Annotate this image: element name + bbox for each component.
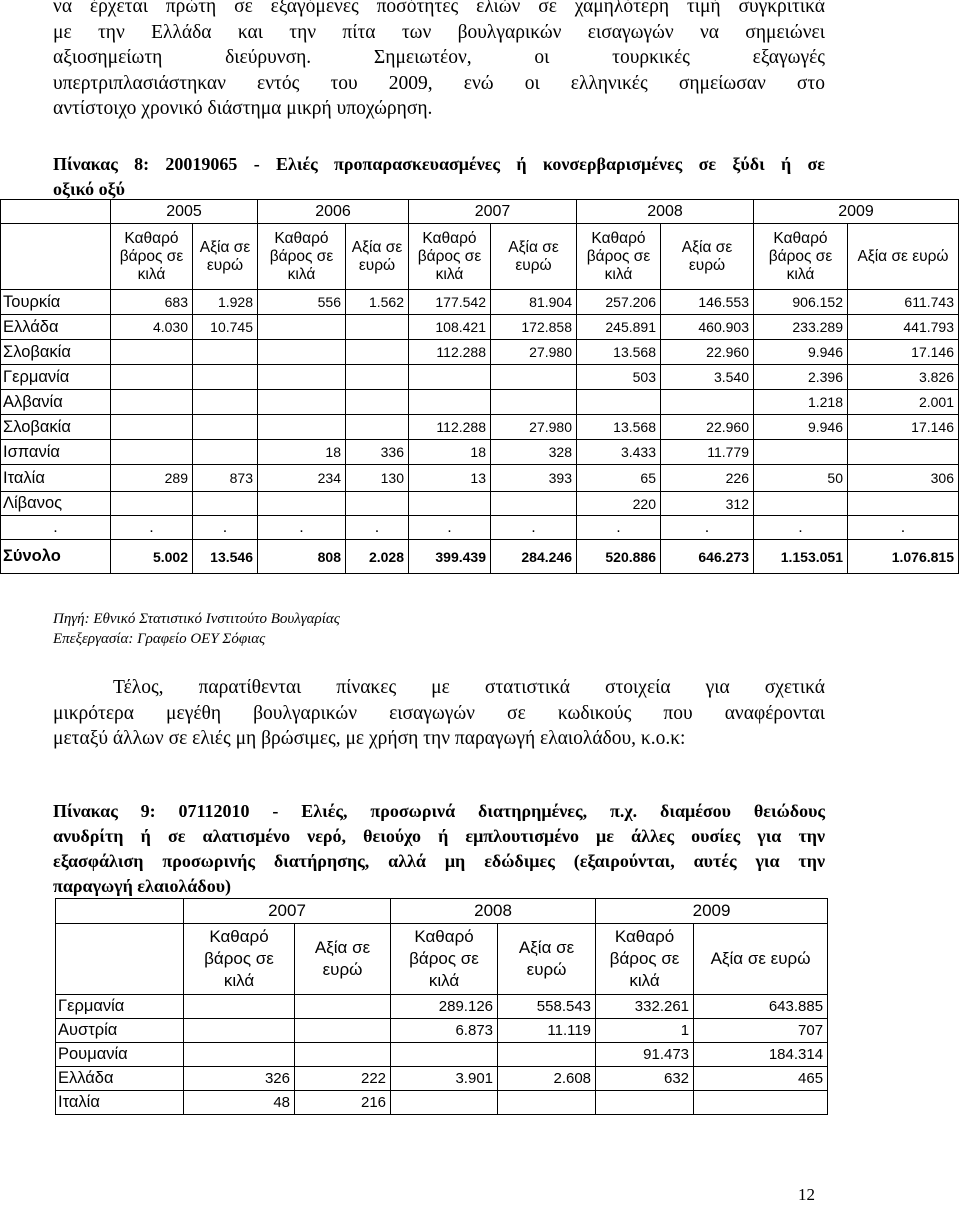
table8-cell: 172.858	[491, 315, 577, 340]
table8-cell	[346, 365, 409, 390]
table9-corner	[56, 899, 184, 924]
table8-cell	[346, 492, 409, 516]
table8-cell	[258, 340, 346, 365]
table9-cell: 1	[596, 1019, 694, 1043]
table8-cell	[111, 390, 193, 415]
table8-subheader: Καθαρό βάρος σε κιλά	[409, 224, 491, 290]
table8-cell: 22.960	[661, 340, 754, 365]
table9-label: Ελλάδα	[56, 1067, 184, 1091]
table8-row	[1, 492, 959, 516]
table8-cell: 4.030	[111, 315, 193, 340]
table8-year: 2006	[258, 200, 409, 224]
table8-row	[1, 315, 959, 340]
table9-cell	[184, 995, 295, 1019]
table8-label: Λίβανος	[1, 492, 111, 516]
table8-cell	[661, 390, 754, 415]
table9-cell	[596, 1091, 694, 1115]
table8-cell: 1.218	[754, 390, 848, 415]
table9-subheader: Αξία σε ευρώ	[694, 924, 828, 995]
table9-caption-line: ανυδρίτη ή σε αλατισμένο νερό, θειούχο ή εμπλουτισμένο με άλλες ουσίες για την	[53, 826, 825, 846]
table9-caption-line: Πίνακας 9: 07112010 - Ελιές, προσωρινά διατηρημένες, π.χ. διαμέσου θειώδους	[53, 801, 825, 821]
table8	[0, 199, 959, 574]
table8-cell	[193, 492, 258, 516]
table9-cell: 2.608	[498, 1067, 596, 1091]
table8-cell	[111, 415, 193, 440]
table8-row	[1, 465, 959, 492]
table9-cell: 643.885	[694, 995, 828, 1019]
table9-subheader: Αξία σε ευρώ	[295, 924, 391, 995]
table9-cell	[391, 1091, 498, 1115]
table9-cell: 707	[694, 1019, 828, 1043]
table9-subheader-row	[56, 924, 828, 995]
table9-year-row	[56, 899, 828, 924]
table8-cell: 112.288	[409, 415, 491, 440]
table8-subheader: Αξία σε ευρώ	[346, 224, 409, 290]
table8-cell	[258, 415, 346, 440]
table8-cell: 50	[754, 465, 848, 492]
table9-label: Ρουμανία	[56, 1043, 184, 1067]
table8-year: 2007	[409, 200, 577, 224]
table9-corner	[56, 924, 184, 995]
table8-label: Ιταλία	[1, 465, 111, 492]
table9-cell	[184, 1043, 295, 1067]
table9-subheader: Καθαρό βάρος σε κιλά	[596, 924, 694, 995]
table8-total-row	[1, 540, 959, 574]
source-line: Επεξεργασία: Γραφείο ΟΕΥ Σόφιας	[53, 631, 266, 647]
table8-cell: 18	[258, 440, 346, 465]
intro-paragraph	[53, 0, 825, 122]
table8-cell: 289	[111, 465, 193, 492]
table8-cell	[491, 492, 577, 516]
table8-caption	[53, 152, 825, 202]
table8-total-cell: 1.153.051	[754, 540, 848, 574]
intro-line: υπερτριπλασιάστηκαν εντός του 2009, ενώ οι ελληνικές σημείωσαν στο	[53, 72, 825, 94]
middle-line: μεταξύ άλλων σε ελιές μη βρώσιμες, με χρήση την παραγωγή ελαιολάδου, κ.ο.κ:	[53, 728, 686, 749]
middle-line: Τέλος, παρατίθενται πίνακες με στατιστικά στοιχεία για σχετικά	[113, 677, 825, 698]
table8-cell: 503	[577, 365, 661, 390]
table8-cell: 130	[346, 465, 409, 492]
table8-label: Αλβανία	[1, 390, 111, 415]
table9-cell	[295, 1043, 391, 1067]
table8-cell: 22.960	[661, 415, 754, 440]
table8-total-cell: 2.028	[346, 540, 409, 574]
table8-cell: 556	[258, 290, 346, 315]
table8-cell	[346, 390, 409, 415]
table9-year: 2007	[184, 899, 391, 924]
table8-label: Σλοβακία	[1, 340, 111, 365]
table8-cell: 328	[491, 440, 577, 465]
table9-caption-line: εξασφάλιση προσωρινής διατήρησης, αλλά μη εδώδιμες (εξαιρούνται, αυτές για την	[53, 851, 825, 871]
table8-cell	[193, 365, 258, 390]
table9-cell	[295, 995, 391, 1019]
table8-cell	[346, 315, 409, 340]
table8-cell	[848, 492, 959, 516]
table8-cell	[754, 440, 848, 465]
table8-cell	[258, 315, 346, 340]
table8-cell: 2.001	[848, 390, 959, 415]
table8-cell	[111, 440, 193, 465]
table8-cell: 257.206	[577, 290, 661, 315]
table9-row	[56, 1091, 828, 1115]
table8-cell: 3.433	[577, 440, 661, 465]
table9-cell: 222	[295, 1067, 391, 1091]
intro-line: αξιοσημείωτη διεύρυνση. Σημειωτέον, οι τουρκικές εξαγωγές	[53, 47, 825, 68]
table9-cell	[295, 1019, 391, 1043]
table8-cell: 9.946	[754, 340, 848, 365]
table8-year-row	[1, 200, 959, 224]
table9-cell	[184, 1019, 295, 1043]
table8-cell: 18	[409, 440, 491, 465]
middle-paragraph	[53, 675, 825, 752]
table8-cell: 233.289	[754, 315, 848, 340]
source-line: Πηγή: Εθνικό Στατιστικό Ινστιτούτο Βουλγαρίας	[53, 611, 340, 627]
table8-cell: 312	[661, 492, 754, 516]
table8-caption-line: οξικό οξύ	[53, 179, 125, 199]
table8-subheader: Αξία σε ευρώ	[193, 224, 258, 290]
table8-cell	[111, 340, 193, 365]
table8-cell	[193, 440, 258, 465]
table8-cell: 220	[577, 492, 661, 516]
table8-cell: 873	[193, 465, 258, 492]
table9-cell: 465	[694, 1067, 828, 1091]
table8-year: 2005	[111, 200, 258, 224]
table8-caption-line: Πίνακας 8: 20019065 - Ελιές προπαρασκευασμένες ή κονσερβαρισμένες σε ξύδι ή σε	[53, 154, 825, 174]
table8-cell: 2.396	[754, 365, 848, 390]
table8-cell	[346, 415, 409, 440]
table8-cell	[409, 390, 491, 415]
table8-cell: 27.980	[491, 415, 577, 440]
table8-cell: .	[193, 516, 258, 540]
table8-cell: 65	[577, 465, 661, 492]
table9-cell: 48	[184, 1091, 295, 1115]
table8-cell: .	[754, 516, 848, 540]
table8-total-cell: 646.273	[661, 540, 754, 574]
table8-cell: 9.946	[754, 415, 848, 440]
table8-label: .	[1, 516, 111, 540]
table9-subheader: Καθαρό βάρος σε κιλά	[184, 924, 295, 995]
table9-cell: 632	[596, 1067, 694, 1091]
table8-total-cell: 5.002	[111, 540, 193, 574]
table8-cell: 336	[346, 440, 409, 465]
intro-line: αντίστοιχο χρονικό διάστημα μικρή υποχώρηση.	[53, 98, 433, 119]
table8-year: 2008	[577, 200, 754, 224]
table8-cell	[193, 390, 258, 415]
table8-cell	[258, 390, 346, 415]
table8-cell: .	[577, 516, 661, 540]
table9-subheader: Αξία σε ευρώ	[498, 924, 596, 995]
table8-cell	[193, 340, 258, 365]
table9-cell: 91.473	[596, 1043, 694, 1067]
table8-row	[1, 365, 959, 390]
table8-cell	[754, 492, 848, 516]
table8-label: Σλοβακία	[1, 415, 111, 440]
intro-line: με την Ελλάδα και την πίτα των βουλγαρικών εισαγωγών να σημειώνει	[53, 21, 825, 43]
table8-cell	[577, 390, 661, 415]
table8-cell: 3.540	[661, 365, 754, 390]
table8-cell: 177.542	[409, 290, 491, 315]
table8-cell	[258, 365, 346, 390]
page-number: 12	[798, 1185, 815, 1204]
table9-row	[56, 1043, 828, 1067]
table9-cell: 184.314	[694, 1043, 828, 1067]
table8-cell: .	[409, 516, 491, 540]
table8-cell	[409, 365, 491, 390]
table9-label: Αυστρία	[56, 1019, 184, 1043]
table9-cell: 558.543	[498, 995, 596, 1019]
table8-cell: 27.980	[491, 340, 577, 365]
table8-cell	[258, 492, 346, 516]
table8-cell: 234	[258, 465, 346, 492]
table8-cell: 112.288	[409, 340, 491, 365]
table8-cell	[491, 365, 577, 390]
table9-cell: 3.901	[391, 1067, 498, 1091]
table8-corner	[1, 224, 111, 290]
table9-year: 2008	[391, 899, 596, 924]
table8-subheader: Καθαρό βάρος σε κιλά	[258, 224, 346, 290]
table8-subheader: Αξία σε ευρώ	[491, 224, 577, 290]
table9-subheader: Καθαρό βάρος σε κιλά	[391, 924, 498, 995]
table8-row	[1, 390, 959, 415]
table8-cell	[111, 365, 193, 390]
table8-cell: 683	[111, 290, 193, 315]
table8-label: Ελλάδα	[1, 315, 111, 340]
table8-cell: 245.891	[577, 315, 661, 340]
table8-source	[53, 609, 340, 649]
table8-cell: 17.146	[848, 415, 959, 440]
table9-cell: 11.119	[498, 1019, 596, 1043]
table8-cell: 108.421	[409, 315, 491, 340]
table8-row	[1, 290, 959, 315]
table9-caption	[53, 799, 825, 899]
table9-cell: 289.126	[391, 995, 498, 1019]
table8-cell: .	[661, 516, 754, 540]
table9-cell: 216	[295, 1091, 391, 1115]
table8-total-cell: 520.886	[577, 540, 661, 574]
table9-cell: 326	[184, 1067, 295, 1091]
table8-subheader: Καθαρό βάρος σε κιλά	[577, 224, 661, 290]
table9-cell	[694, 1091, 828, 1115]
table9-cell	[498, 1043, 596, 1067]
table8-row	[1, 440, 959, 465]
table8-cell: 13	[409, 465, 491, 492]
table8-cell	[111, 492, 193, 516]
table8-subheader: Καθαρό βάρος σε κιλά	[111, 224, 193, 290]
table8-total-cell: 808	[258, 540, 346, 574]
table9-year: 2009	[596, 899, 828, 924]
table9-row	[56, 1019, 828, 1043]
table8-cell: 81.904	[491, 290, 577, 315]
table9-label: Ιταλία	[56, 1091, 184, 1115]
table8-cell: .	[491, 516, 577, 540]
table8-total-cell: 13.546	[193, 540, 258, 574]
table9-row	[56, 995, 828, 1019]
table8-cell: 906.152	[754, 290, 848, 315]
table8-cell: 146.553	[661, 290, 754, 315]
table8-total-cell: 1.076.815	[848, 540, 959, 574]
table8-cell: .	[346, 516, 409, 540]
table8-cell: 441.793	[848, 315, 959, 340]
table8-row	[1, 340, 959, 365]
table8-label: Γερμανία	[1, 365, 111, 390]
middle-line: μικρότερα μεγέθη βουλγαρικών εισαγωγών σε κωδικούς που αναφέρονται	[53, 702, 825, 724]
table8-cell: 13.568	[577, 340, 661, 365]
table8-cell: 1.562	[346, 290, 409, 315]
table8-subheader: Αξία σε ευρώ	[848, 224, 959, 290]
table8-label: Ισπανία	[1, 440, 111, 465]
table8-subheader: Καθαρό βάρος σε κιλά	[754, 224, 848, 290]
table8-cell: 226	[661, 465, 754, 492]
table8-cell	[848, 440, 959, 465]
table9-caption-line: παραγωγή ελαιολάδου)	[53, 876, 232, 896]
table8-cell	[491, 390, 577, 415]
table8-label: Τουρκία	[1, 290, 111, 315]
table8-cell	[409, 492, 491, 516]
table9-cell: 332.261	[596, 995, 694, 1019]
table9-label: Γερμανία	[56, 995, 184, 1019]
table8-cell: .	[848, 516, 959, 540]
table8-year: 2009	[754, 200, 959, 224]
table8-cell: 611.743	[848, 290, 959, 315]
table8-cell: 3.826	[848, 365, 959, 390]
table8-subheader-row	[1, 224, 959, 290]
table8-total-cell: 284.246	[491, 540, 577, 574]
intro-line: να έρχεται πρώτη σε εξαγόμενες ποσότητες ελιών σε χαμηλότερη τιμή συγκριτικά	[53, 0, 825, 17]
table8-cell: 13.568	[577, 415, 661, 440]
table9	[55, 898, 828, 1115]
table8-cell: .	[111, 516, 193, 540]
table9-row	[56, 1067, 828, 1091]
table8-subheader: Αξία σε ευρώ	[661, 224, 754, 290]
table9-cell: 6.873	[391, 1019, 498, 1043]
table8-total-label: Σύνολο	[1, 540, 111, 574]
table8-cell: 17.146	[848, 340, 959, 365]
table8-cell: 306	[848, 465, 959, 492]
table8-total-cell: 399.439	[409, 540, 491, 574]
table8-cell: 11.779	[661, 440, 754, 465]
table8-row	[1, 516, 959, 540]
table9-cell	[391, 1043, 498, 1067]
table8-cell: 10.745	[193, 315, 258, 340]
table8-cell: 460.903	[661, 315, 754, 340]
table8-cell	[193, 415, 258, 440]
table8-row	[1, 415, 959, 440]
table8-corner	[1, 200, 111, 224]
table9-cell	[498, 1091, 596, 1115]
table8-cell: 393	[491, 465, 577, 492]
table8-cell: .	[258, 516, 346, 540]
table8-cell: 1.928	[193, 290, 258, 315]
table8-cell	[346, 340, 409, 365]
